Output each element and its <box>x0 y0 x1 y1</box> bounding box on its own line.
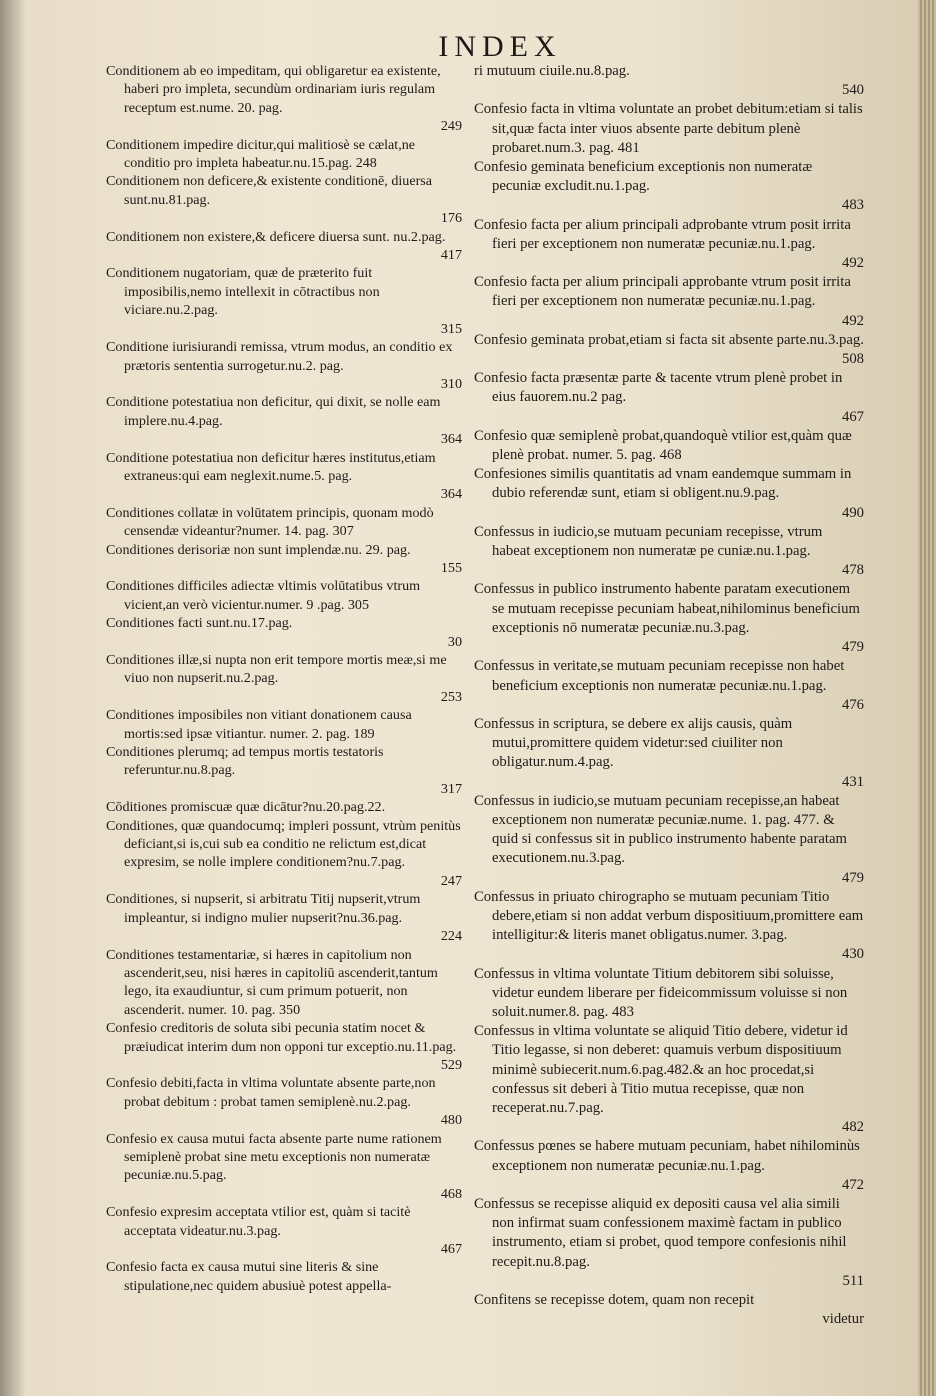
index-entry-page: 490 <box>841 504 864 521</box>
index-entry <box>106 798 462 816</box>
index-entry <box>474 369 864 427</box>
index-entry-text: Conditiones derisoriæ non sunt implendæ.nu. 29. pag. <box>106 541 411 558</box>
index-entry-page: 247 <box>440 872 462 889</box>
index-entry <box>474 580 864 657</box>
index-entry-text: Conditiones, quæ quandocumq; impleri possunt, vtrùm penitùs deficiant,si is,cui sub ea conditio ne relictum est,dicat expresim, se nolle implere conditionem?nu.7.pag. <box>106 817 461 871</box>
index-entry-page: 476 <box>841 696 864 713</box>
index-entry <box>106 172 462 227</box>
index-entry-text: Confesio creditoris de soluta sibi pecunia statim nocet & præiudicat interim dum non opponi tur exceptio.nu.11.pag. <box>106 1020 457 1055</box>
index-entry <box>106 1258 462 1295</box>
index-entry-text: Confessus in priuato chirographo se mutuam pecuniam Titio debere,etiam si non addat verbum dispositiuum,promittere eam intelligitur:& literis manet obligatus.numer. 3.pag. <box>474 888 864 944</box>
index-entry-text: Confesio facta ex causa mutui sine literis & sine stipulatione,nec quidem abusiuè potest appella- <box>106 1259 392 1294</box>
index-entry-page: 310 <box>440 375 462 392</box>
index-entry <box>474 273 864 331</box>
index-entry-page: 253 <box>440 688 462 705</box>
index-entry-text: Conditionem non deficere,& existente conditionē, diuersa sunt.nu.81.pag. <box>106 173 433 208</box>
index-entry <box>474 1291 864 1310</box>
index-entry <box>106 136 462 173</box>
index-entry-page: 483 <box>841 197 864 214</box>
index-entry-text: Conditiones plerumq; ad tempus mortis testatoris referuntur.nu.8.pag. <box>106 744 384 779</box>
index-entry <box>474 158 864 216</box>
index-entry <box>474 965 864 1023</box>
index-entry-text: Conditiones facti sunt.nu.17.pag. <box>106 615 293 632</box>
index-entry-page: 417 <box>440 247 462 264</box>
index-entry-text: Conditiones testamentariæ, si hæres in capitolium non ascenderit,seu, nisi hæres in capitoliū ascenderit,tantum lego, ita exaudiuntur, si cum primum potuerit, non ascenderit. numer. 10. pag. 350 <box>106 946 438 1018</box>
index-entry-text: Confesio ex causa mutui facta absente parte nume rationem semiplenè probat sine metu exceptionis non numeratæ pecuniæ.nu.5.pag. <box>106 1130 442 1184</box>
index-entry-text: Conditiones, si nupserit, si arbitratu Titij nupserit,vtrum impleantur, si indigno mulier nupserit?nu.36.pag. <box>106 891 421 926</box>
index-entry-text: Confesio expresim acceptata vtilior est, quàm si tacitè acceptata videatur.nu.3.pag. <box>106 1204 411 1239</box>
index-entry-text: Confessus pœnes se habere mutuam pecuniam, habet nihilominùs exceptionem non numeratæ pecuniæ.nu.1.pag. <box>474 1138 860 1174</box>
index-entry-page: 155 <box>440 559 462 576</box>
index-entry-text: Conditionem impedire dicitur,qui malitiosè se cælat,ne conditio pro impleta habeatur.nu.15.pag. 248 <box>106 136 416 172</box>
index-entry-page: 492 <box>841 255 864 272</box>
index-entry <box>474 216 864 274</box>
index-entry-text: Confessus in iudicio,se mutuam pecuniam recepisse, vtrum habeat exceptionem non numeratæ pe cuniæ.nu.1.pag. <box>474 523 823 560</box>
index-entry-text: Confessus in veritate,se mutuam pecuniam recepisse non habet beneficium exceptionis non numeratæ pecuniæ.nu.1.pag. <box>474 658 845 694</box>
index-entry <box>474 1137 864 1195</box>
index-entry-text: Confessus in publico instrumento habente paratam executionem se mutuam recepisse pecuniam habeat,nihilominus beneficium exceptionis nō numeratæ pecuniæ.nu.3.pag. <box>474 581 860 636</box>
index-entry <box>474 465 864 523</box>
index-entry <box>106 577 462 614</box>
index-entry <box>474 62 864 100</box>
index-entry <box>106 1019 462 1074</box>
index-entry <box>106 62 462 136</box>
index-entry <box>106 817 462 891</box>
index-entry-text: Confitens se recepisse dotem, quam non recepit <box>474 1292 755 1308</box>
index-entry-page: 317 <box>440 780 462 797</box>
index-entry-text: Confesio facta per alium principali approbante vtrum posit irrita fieri per exceptionem non numeratæ pecuniæ.nu.1.pag. <box>474 274 851 310</box>
index-entry-text: Conditiones illæ,si nupta non erit tempore mortis meæ,si me viuo non nupserit.nu.2.pag. <box>106 652 447 687</box>
index-entry <box>106 338 462 393</box>
index-entry <box>474 523 864 581</box>
index-entry <box>106 706 462 743</box>
index-entry-text: Cōditiones promiscuæ quæ dicātur?nu.20.pag.22. <box>106 799 386 816</box>
index-entry-page: 492 <box>841 312 864 329</box>
index-entry-page: 479 <box>841 639 864 656</box>
index-entry-text: Confesio facta præsentæ parte & tacente vtrum plenè probet in eius fauorem.nu.2 pag. <box>474 370 843 406</box>
index-entry-text: Confessus in vltima voluntate se aliquid Titio debere, videtur id Titio legasse, si non deberet: quamuis verbum dispositiuum minimè subiecerit.num.6.pag.482.& an hoc procedat,si confessus sit deberi à Titio mutua recepisse, quæ non receperat.nu.7.pag. <box>474 1023 848 1116</box>
index-entry-text: Confessus in scriptura, se debere ex alijs causis, quàm mutui,promittere quidem videtur:sed ciuiliter non obligatur.num.4.pag. <box>474 715 793 771</box>
index-entry <box>474 715 864 792</box>
index-entry <box>474 792 864 888</box>
index-entry <box>474 100 864 158</box>
index-entry-text: Confessus in iudicio,se mutuam pecuniam recepisse,an habeat exceptionem non numeratæ pecuniæ.nume. 1. pag. 477. & quid si confessus sit in publico instrumento habente paratam executionem.nu.3.pag. <box>474 792 847 867</box>
index-entry-text: Confesio quæ semiplenè probat,quandoquè vtilior est,quàm quæ plenè probat. numer. 5. pag. 468 <box>474 427 852 464</box>
index-entry <box>106 393 462 448</box>
index-entry-page: 315 <box>440 320 462 337</box>
index-entry-page: 249 <box>440 118 462 135</box>
index-entry-text: Conditiones collatæ in volūtatem principis, quonam modò censendæ videantur?numer. 14. pag. 307 <box>106 504 434 540</box>
index-entry-text: Conditione iurisiurandi remissa, vtrum modus, an conditio ex prætoris sententia surrogetur.nu.2. pag. <box>106 339 453 374</box>
index-column-left <box>106 62 462 1295</box>
index-entry <box>474 331 864 369</box>
index-entry <box>474 427 864 465</box>
index-entry-text: Confesio geminata beneficium exceptionis non numeratæ pecuniæ excludit.nu.1.pag. <box>474 159 813 195</box>
index-entry-text: Conditiones imposibiles non vitiant donationem causa mortis:sed ipsæ vitiantur. numer. 2. pag. 189 <box>106 707 412 742</box>
index-entry-page: 479 <box>841 869 864 886</box>
index-entry-text: Conditionem nugatoriam, quæ de præterito fuit imposibilis,nemo intellexit in cōtractibus non viciare.nu.2.pag. <box>106 265 380 319</box>
index-entry-page: 467 <box>440 1241 462 1257</box>
index-entry <box>106 1203 462 1258</box>
index-entry-page: 511 <box>842 1272 864 1289</box>
index-entry-text: Conditione potestatiua non deficitur, qui dixit, se nolle eam implere.nu.4.pag. <box>106 394 441 429</box>
index-entry-page: 176 <box>440 210 462 227</box>
index-entry-page: 480 <box>440 1112 462 1129</box>
index-entry-page: 472 <box>841 1176 864 1193</box>
page-edge <box>918 0 936 1396</box>
index-entry-page: 364 <box>440 486 462 503</box>
index-entry-page: 224 <box>440 928 462 945</box>
index-entry-text: Conditione potestatiua non deficitur hæres institutus,etiam extraneus:qui eam neglexit.nume.5. pag. <box>106 449 436 484</box>
index-entry <box>106 890 462 945</box>
index-entry-text: Conditionem ab eo impeditam, qui obligaretur ea existente, haberi pro impleta, secundùm ordinariam iuris regulam receptum est.nume. 20. pag. <box>106 63 441 116</box>
index-entry-text: Confesiones similis quantitatis ad vnam eandemque summam in dubio referendæ sunt, etiam si obligent.nu.9.pag. <box>474 466 852 502</box>
index-entry-text: Conditionem non existere,& deficere diuersa sunt. nu.2.pag. <box>106 228 446 245</box>
index-entry <box>106 614 462 651</box>
index-entry-page: 430 <box>841 946 864 963</box>
index-entry <box>106 504 462 541</box>
index-entry-page: 529 <box>440 1056 462 1073</box>
index-entry <box>474 657 864 715</box>
index-entry-page: 431 <box>841 773 864 790</box>
catchword: videtur <box>822 1311 864 1328</box>
index-entry <box>474 1195 864 1291</box>
index-entry-text: Confesio debiti,facta in vltima voluntate absente parte,non probat debitum : probat tamen semiplenè.nu.2.pag. <box>106 1075 436 1110</box>
index-entry <box>106 1130 462 1204</box>
index-entry <box>106 651 462 706</box>
index-entry-page: 364 <box>440 431 462 448</box>
index-entry-page: 467 <box>841 408 864 425</box>
index-entry-text: Confessus se recepisse aliquid ex depositi causa vel alia simili non infirmat suam confessionem maximè factam in publico instrumento, etiam si probet, quod tempore confesionis nihil recepit.nu.8.pag. <box>474 1195 847 1270</box>
index-entry <box>106 946 462 1020</box>
index-entry-text: Conditiones difficiles adiectæ vltimis volūtatibus vtrum vicient,an verò vicientur.numer. 9 .pag. 305 <box>106 578 421 613</box>
spine-shadow <box>0 0 26 1396</box>
index-column-right <box>474 62 864 1329</box>
index-entry-page: 478 <box>841 562 864 579</box>
index-entry <box>474 1022 864 1137</box>
index-entry-text: Confesio facta in vltima voluntate an probet debitum:etiam si talis sit,quæ facta inter viuos absente parte debitum plenè probaret.num.3. pag. 481 <box>474 101 863 156</box>
index-entry-text: Confesio geminata probat,etiam si facta sit absente parte.nu.3.pag. <box>474 331 864 348</box>
index-entry-text: Confessus in vltima voluntate Titium debitorem sibi soluisse, videtur eundem liberare per fideicommissum voluisse si non soluit.numer.8. pag. 483 <box>474 965 848 1020</box>
index-entry-text: ri mutuum ciuile.nu.8.pag. <box>474 63 630 79</box>
running-head: INDEX <box>438 30 562 63</box>
index-entry <box>106 743 462 798</box>
index-entry-page: 540 <box>841 82 864 99</box>
index-entry-page: 508 <box>841 351 864 368</box>
index-entry-page: 468 <box>440 1185 462 1202</box>
index-entry <box>106 449 462 504</box>
index-entry-page: 30 <box>447 633 462 650</box>
index-entry <box>106 1074 462 1129</box>
index-entry-text: Confesio facta per alium principali adprobante vtrum posit irrita fieri per exceptionem non numeratæ pecuniæ.nu.1.pag. <box>474 216 851 252</box>
index-entry <box>106 228 462 265</box>
index-entry <box>474 888 864 965</box>
index-entry <box>106 541 462 578</box>
index-entry-page: 482 <box>841 1119 864 1136</box>
index-entry <box>106 264 462 338</box>
